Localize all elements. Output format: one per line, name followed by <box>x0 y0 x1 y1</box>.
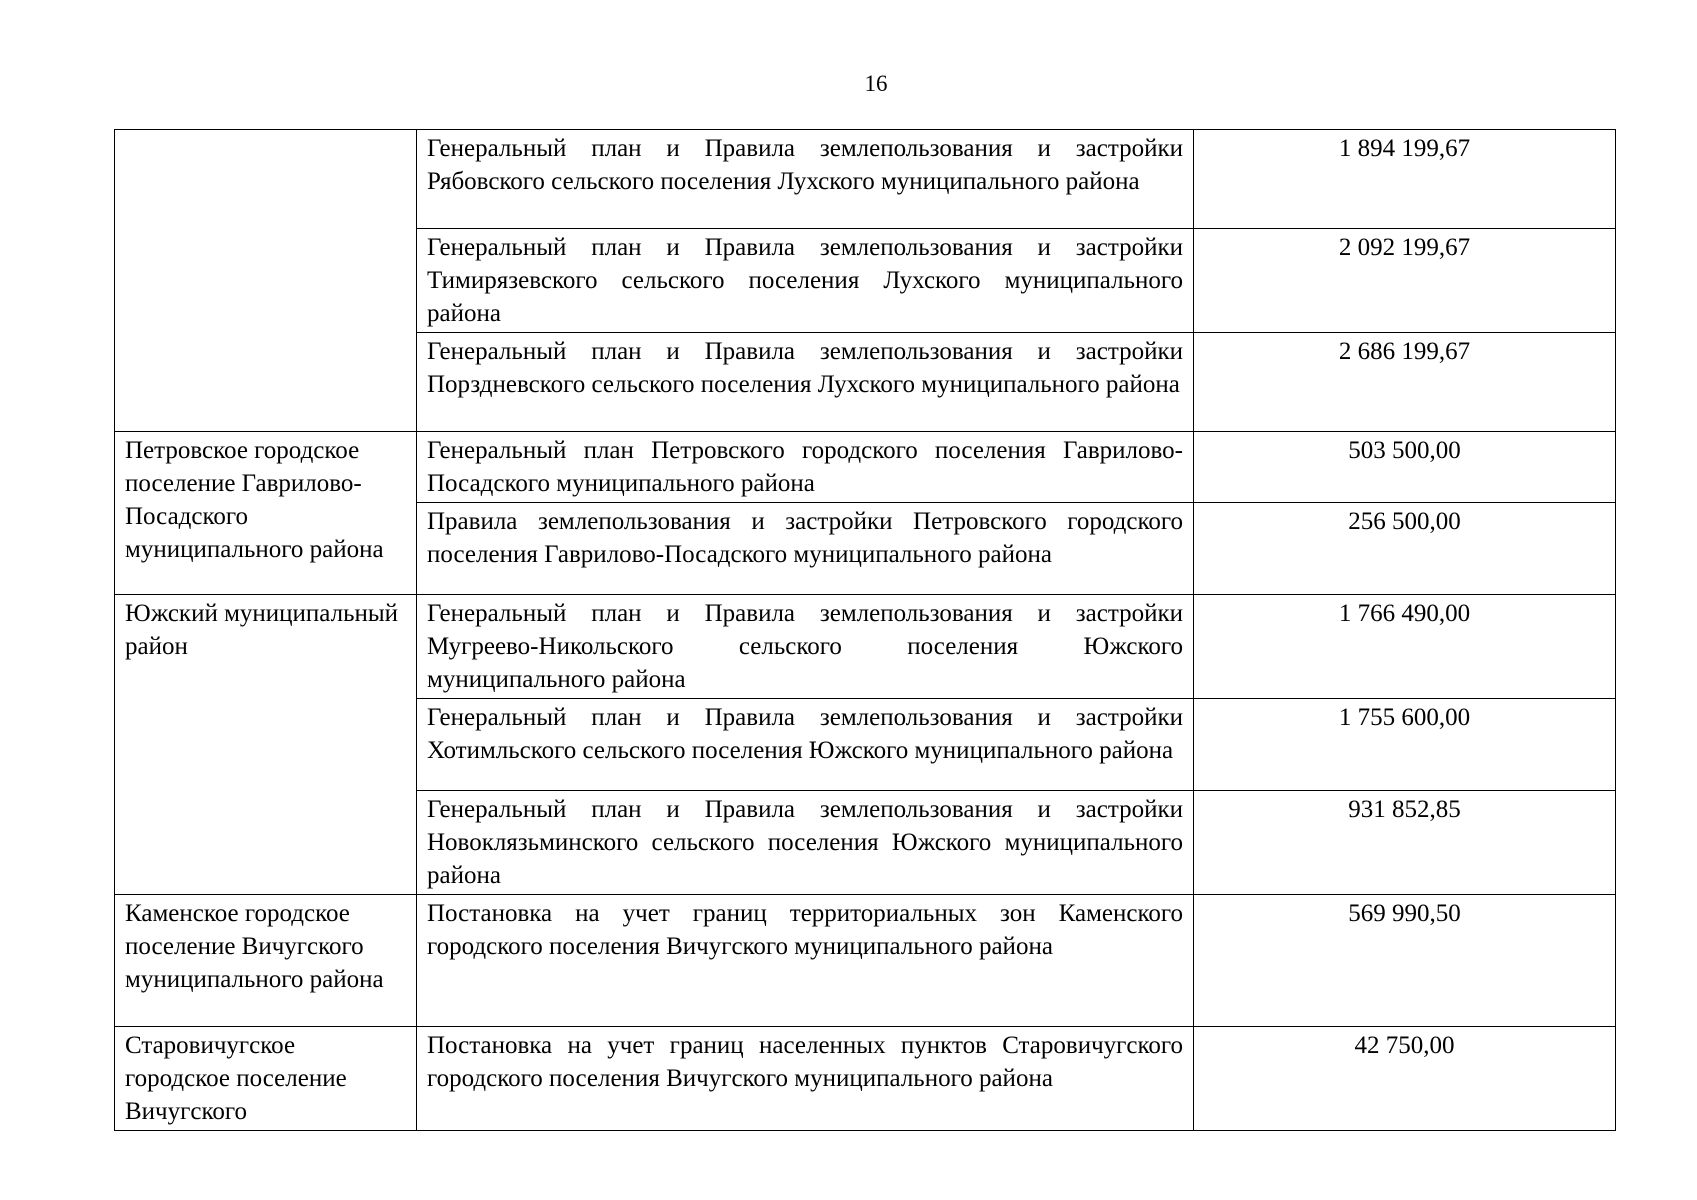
entity-cell: Каменское городское поселение Вичугского муниципального района <box>115 895 417 1027</box>
amount-cell: 1 766 490,00 <box>1194 595 1616 699</box>
description-cell: Генеральный план и Правила землепользования и застройки Порздневского сельского поселения Лухского муниципального района <box>417 333 1194 432</box>
description-cell: Генеральный план и Правила землепользования и застройки Мугреево-Никольского сельского поселения Южского муниципального района <box>417 595 1194 699</box>
description-cell: Постановка на учет границ населенных пунктов Старовичугского городского поселения Вичугского муниципального района <box>417 1027 1194 1131</box>
table-row <box>115 595 1616 699</box>
description-cell: Генеральный план и Правила землепользования и застройки Хотимльского сельского поселения Южского муниципального района <box>417 699 1194 791</box>
entity-cell: Южский муниципальный район <box>115 595 417 895</box>
entity-cell: Петровское городское поселение Гаврилово-Посадского муниципального района <box>115 432 417 595</box>
entity-cell: Старовичугское городское поселение Вичугского <box>115 1027 417 1131</box>
table-row <box>115 895 1616 1027</box>
amount-cell: 42 750,00 <box>1194 1027 1616 1131</box>
amount-cell: 2 092 199,67 <box>1194 229 1616 333</box>
table-row <box>115 432 1616 503</box>
table-row <box>115 1027 1616 1131</box>
table-row <box>115 130 1616 229</box>
description-cell: Правила землепользования и застройки Петровского городского поселения Гаврилово-Посадского муниципального района <box>417 503 1194 595</box>
entity-cell <box>115 130 417 432</box>
description-cell: Генеральный план Петровского городского поселения Гаврилово-Посадского муниципального района <box>417 432 1194 503</box>
amount-cell: 569 990,50 <box>1194 895 1616 1027</box>
amount-cell: 256 500,00 <box>1194 503 1616 595</box>
description-cell: Генеральный план и Правила землепользования и застройки Тимирязевского сельского поселения Лухского муниципального района <box>417 229 1194 333</box>
amount-cell: 2 686 199,67 <box>1194 333 1616 432</box>
description-cell: Генеральный план и Правила землепользования и застройки Новоклязьминского сельского поселения Южского муниципального района <box>417 791 1194 895</box>
amount-cell: 931 852,85 <box>1194 791 1616 895</box>
description-cell: Генеральный план и Правила землепользования и застройки Рябовского сельского поселения Лухского муниципального района <box>417 130 1194 229</box>
amount-cell: 1 755 600,00 <box>1194 699 1616 791</box>
amount-cell: 1 894 199,67 <box>1194 130 1616 229</box>
description-cell: Постановка на учет границ территориальных зон Каменского городского поселения Вичугского муниципального района <box>417 895 1194 1027</box>
page-number: 16 <box>864 71 888 96</box>
amount-cell: 503 500,00 <box>1194 432 1616 503</box>
funding-table <box>114 129 1616 1131</box>
